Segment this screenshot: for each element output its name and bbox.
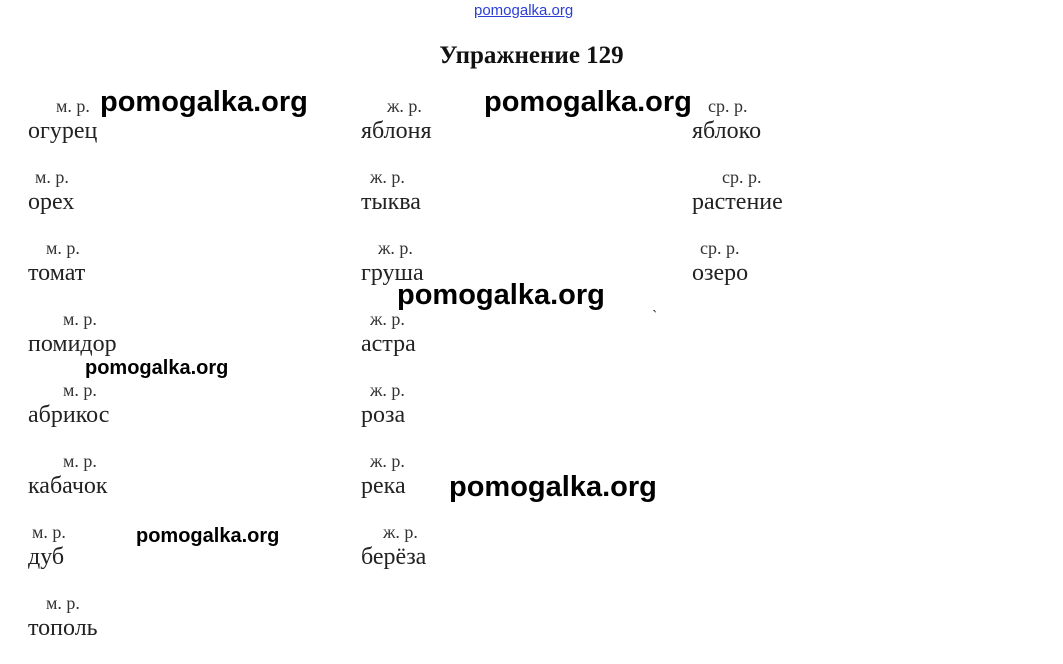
watermark[interactable]: pomogalka.org — [100, 86, 308, 118]
gender-label: ж. р. — [370, 309, 405, 329]
gender-label: м. р. — [63, 451, 97, 471]
gender-label: м. р. — [32, 522, 66, 542]
gender-label: м. р. — [56, 96, 90, 116]
noun-word: яблоня — [361, 118, 432, 144]
watermark[interactable]: pomogalka.org — [449, 471, 657, 503]
noun-word: абрикос — [28, 402, 110, 428]
gender-label: м. р. — [46, 593, 80, 613]
gender-label: ж. р. — [370, 380, 405, 400]
noun-word: томат — [28, 260, 86, 286]
watermark[interactable]: pomogalka.org — [397, 279, 605, 311]
gender-label: м. р. — [46, 238, 80, 258]
noun-word: дуб — [28, 544, 65, 570]
noun-word: тополь — [28, 615, 98, 641]
gender-label: ж. р. — [383, 522, 418, 542]
noun-word: роза — [361, 402, 406, 428]
watermark[interactable]: pomogalka.org — [484, 86, 692, 118]
noun-word: яблоко — [692, 118, 762, 144]
gender-label: ж. р. — [370, 167, 405, 187]
gender-label: ср. р. — [700, 238, 740, 258]
watermark[interactable]: pomogalka.org — [136, 525, 280, 547]
noun-word: озеро — [692, 260, 749, 286]
gender-label: м. р. — [63, 380, 97, 400]
gender-label: ж. р. — [370, 451, 405, 471]
site-link[interactable]: pomogalka.org — [474, 2, 574, 19]
noun-word: огурец — [28, 118, 98, 144]
gender-label: м. р. — [35, 167, 69, 187]
noun-word: орех — [28, 189, 75, 215]
gender-label: ж. р. — [378, 238, 413, 258]
gender-label: м. р. — [63, 309, 97, 329]
noun-word: растение — [692, 189, 783, 215]
noun-word: астра — [361, 331, 416, 357]
noun-word: кабачок — [28, 473, 108, 499]
gender-label: ж. р. — [387, 96, 422, 116]
noun-word: груша — [361, 260, 424, 286]
gender-label: ср. р. — [722, 167, 762, 187]
noun-word: берёза — [361, 544, 427, 570]
noun-word: река — [361, 473, 406, 499]
watermark[interactable]: pomogalka.org — [85, 357, 229, 379]
noun-word: тыква — [361, 189, 421, 215]
exercise-title: Упражнение 129 — [439, 42, 624, 69]
noun-word: помидор — [28, 331, 117, 357]
gender-label: ср. р. — [708, 96, 748, 116]
stray-mark: ˋ — [652, 308, 658, 325]
